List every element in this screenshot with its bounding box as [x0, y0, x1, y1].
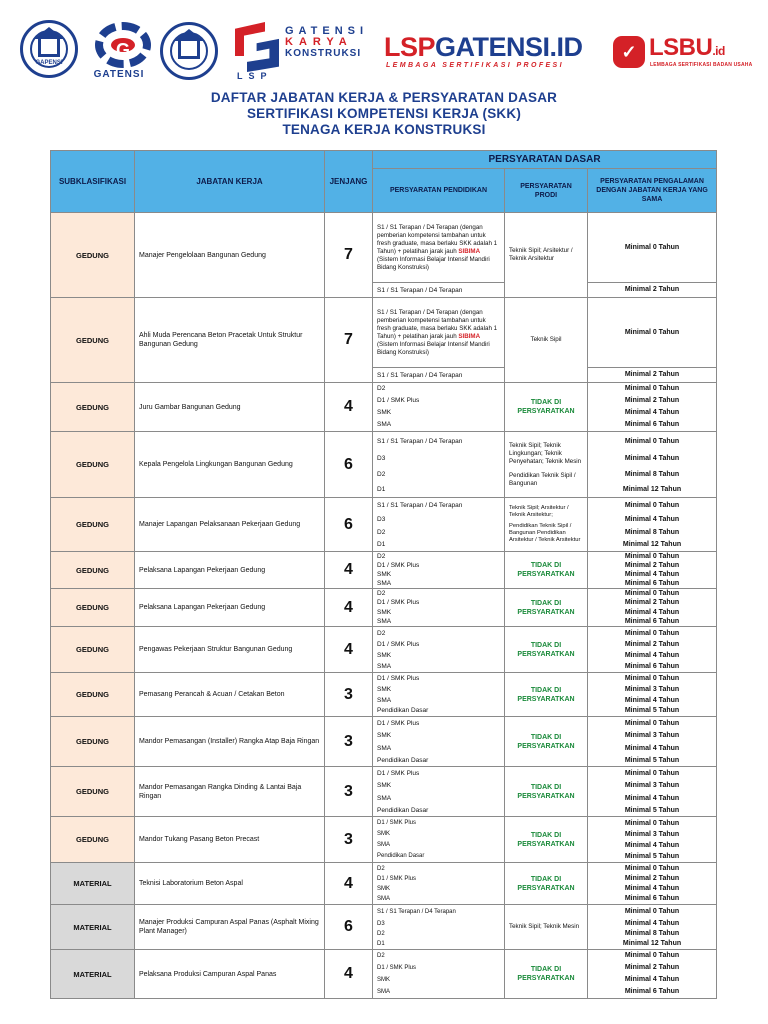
prodi-cell: Teknik Sipil; Arsitektur / Teknik Arsitektur — [505, 213, 588, 298]
pendidikan-line: SMK — [377, 571, 392, 578]
pendidikan-line: D1 — [377, 485, 386, 493]
gk-line-1: GATENSI — [285, 25, 369, 37]
house-icon-2 — [178, 41, 200, 59]
pengalaman-line: Minimal 0 Tahun — [624, 385, 680, 392]
pendidikan-line: D3 — [377, 516, 386, 523]
pendidikan-line: D1 / SMK Plus — [377, 640, 420, 648]
subklasifikasi-cell: GEDUNG — [51, 498, 135, 552]
pengalaman-line: Minimal 0 Tahun — [624, 864, 680, 872]
jabatan-cell: Mandor Tukang Pasang Beton Precast — [135, 817, 325, 863]
logo-bar — [0, 0, 768, 84]
pendidikan-line: D2 — [377, 931, 385, 937]
prodi-cell — [505, 432, 588, 498]
tidak-dipersyaratkan-text: TIDAK DI PERSYARATKAN — [517, 399, 575, 415]
pendidikan-line: SMK — [377, 977, 391, 983]
pendidikan-line: Pendidikan Dasar — [377, 707, 429, 714]
pengalaman-line: Minimal 3 Tahun — [624, 830, 680, 838]
pendidikan-cell — [373, 627, 505, 673]
subklasifikasi-cell: GEDUNG — [51, 673, 135, 717]
lsbu-glyph-icon: ✓ — [621, 42, 637, 62]
pendidikan-line: S1 / S1 Terapan / D4 Terapan — [377, 437, 463, 445]
pengalaman-line: Minimal 6 Tahun — [624, 988, 680, 995]
table-row — [51, 767, 717, 817]
jenjang-cell: 4 — [325, 863, 373, 905]
prodi-cell — [505, 863, 588, 905]
pengalaman-line: Minimal 6 Tahun — [624, 618, 680, 625]
pengalaman-line: Minimal 6 Tahun — [624, 580, 680, 587]
prodi-cell — [505, 498, 588, 552]
pendidikan-line: D2 — [377, 865, 385, 872]
pendidikan-cell — [373, 589, 505, 627]
pengalaman-line: Minimal 3 Tahun — [624, 686, 680, 693]
pengalaman-line: Minimal 5 Tahun — [624, 852, 680, 860]
subklasifikasi-cell: GEDUNG — [51, 432, 135, 498]
tidak-dipersyaratkan-text: TIDAK DI PERSYARATKAN — [517, 783, 575, 800]
prodi-cell — [505, 627, 588, 673]
pengalaman-line: Minimal 2 Tahun — [624, 964, 680, 971]
jenjang-cell: 6 — [325, 905, 373, 950]
pengalaman-cell — [588, 905, 717, 950]
pengalaman-line: Minimal 5 Tahun — [624, 707, 680, 714]
jenjang-cell: 7 — [325, 298, 373, 383]
pengalaman-cell — [588, 673, 717, 717]
pendidikan-cell: S1 / S1 Terapan / D4 Terapan — [373, 368, 505, 383]
gatensi-caption: GATENSI — [93, 69, 145, 80]
tidak-dipersyaratkan-text: TIDAK DI PERSYARATKAN — [517, 599, 575, 616]
jenjang-cell: 4 — [325, 552, 373, 589]
pendidikan-line: D2 — [377, 553, 386, 560]
pendidikan-line: SMK — [377, 409, 392, 416]
gapensi-caption: GAPENSI — [35, 60, 63, 66]
subklasifikasi-cell: MATERIAL — [51, 905, 135, 950]
pendidikan-line: SMK — [377, 686, 392, 693]
pengalaman-line: Minimal 4 Tahun — [624, 697, 680, 704]
pendidikan-line: S1 / S1 Terapan / D4 Terapan — [377, 502, 463, 509]
pendidikan-cell — [373, 383, 505, 432]
pengalaman-line: Minimal 4 Tahun — [624, 454, 680, 462]
pendidikan-text-b: (Sistem Informasi Belajar Intensif Mandiri Bidang Konstruksi) — [377, 255, 490, 271]
pengalaman-line: Minimal 4 Tahun — [624, 516, 680, 523]
col-pengalaman: PERSYARATAN PENGALAMAN DENGAN JABATAN KERJA YANG SAMA — [588, 169, 717, 213]
pendidikan-line: D2 — [377, 629, 386, 637]
pendidikan-cell — [373, 498, 505, 552]
jenjang-cell: 6 — [325, 432, 373, 498]
mark-red-shape — [235, 22, 265, 56]
prodi-cell — [505, 673, 588, 717]
pendidikan-cell — [373, 717, 505, 767]
jabatan-cell: Ahli Muda Perencana Beton Pracetak Untuk Struktur Bangunan Gedung — [135, 298, 325, 383]
pendidikan-line: D1 / SMK Plus — [377, 719, 420, 727]
pengalaman-line: Minimal 12 Tahun — [622, 940, 682, 947]
lsp-gatensi-logo — [384, 33, 583, 61]
pengalaman-line: Minimal 12 Tahun — [622, 485, 682, 493]
pengalaman-line: Minimal 5 Tahun — [624, 806, 680, 814]
pendidikan-line: D1 / SMK Plus — [377, 675, 420, 682]
pengalaman-cell — [588, 950, 717, 999]
pengalaman-line: Minimal 0 Tahun — [624, 908, 680, 915]
pengalaman-line: Minimal 2 Tahun — [624, 640, 680, 648]
pengalaman-line: Minimal 8 Tahun — [624, 529, 680, 536]
gatensi-karya-wordmark — [285, 26, 368, 59]
lsbu-subtitle: LEMBAGA SERTIFIKASI BADAN USAHA — [650, 62, 753, 68]
pendidikan-line: D1 / SMK Plus — [377, 562, 420, 569]
pendidikan-line: SMK — [377, 731, 392, 739]
pengalaman-line: Minimal 0 Tahun — [624, 769, 680, 777]
prodi-cell — [505, 817, 588, 863]
tidak-dipersyaratkan-text: TIDAK DI PERSYARATKAN — [517, 831, 575, 848]
gk-line-2: KARYA — [285, 36, 353, 48]
document-title — [0, 90, 768, 138]
subklasifikasi-cell: GEDUNG — [51, 383, 135, 432]
pengalaman-cell — [588, 383, 717, 432]
pendidikan-cell — [373, 817, 505, 863]
pengalaman-line: Minimal 3 Tahun — [624, 781, 680, 789]
pengalaman-line: Minimal 3 Tahun — [624, 731, 680, 739]
pendidikan-text-b: (Sistem Informasi Belajar Intensif Mandiri Bidang Konstruksi) — [377, 340, 490, 356]
subklasifikasi-cell: MATERIAL — [51, 950, 135, 999]
pengalaman-line: Minimal 8 Tahun — [624, 930, 680, 937]
pengalaman-cell — [588, 589, 717, 627]
pendidikan-line: S1 / S1 Terapan / D4 Terapan — [377, 909, 456, 915]
pengalaman-line: Minimal 6 Tahun — [624, 894, 680, 902]
col-subklasifikasi: SUBKLASIFIKASI — [51, 151, 135, 213]
pendidikan-line: SMA — [377, 841, 391, 848]
table-row — [51, 950, 717, 999]
gatensi-karya-mark-icon — [235, 22, 279, 72]
house-icon — [38, 39, 60, 57]
pengalaman-line: Minimal 4 Tahun — [624, 841, 680, 849]
pendidikan-line: SMK — [377, 885, 391, 892]
table-row — [51, 817, 717, 863]
pengalaman-line: Minimal 0 Tahun — [624, 719, 680, 727]
jabatan-cell: Mandor Pemasangan Rangka Dinding & Lantai Baja Ringan — [135, 767, 325, 817]
col-jenjang: JENJANG — [325, 151, 373, 213]
title-line-2: SERTIFIKASI KOMPETENSI KERJA (SKK) — [246, 106, 522, 121]
pengalaman-cell — [588, 627, 717, 673]
pendidikan-line: Pendidikan Dasar — [377, 756, 429, 764]
table-row — [51, 298, 717, 368]
pendidikan-cell: S1 / S1 Terapan / D4 Terapan — [373, 283, 505, 298]
pengalaman-line: Minimal 4 Tahun — [624, 884, 680, 892]
pengalaman-line: Minimal 4 Tahun — [624, 920, 680, 927]
lsbu-badge-icon — [613, 36, 645, 68]
pengalaman-line: Minimal 0 Tahun — [624, 437, 680, 445]
lsbu-id: .id — [712, 44, 725, 58]
pengalaman-line: Minimal 4 Tahun — [624, 651, 680, 659]
pendidikan-line: D2 — [377, 385, 386, 392]
subklasifikasi-cell: MATERIAL — [51, 863, 135, 905]
jenjang-cell: 3 — [325, 817, 373, 863]
jabatan-cell: Juru Gambar Bangunan Gedung — [135, 383, 325, 432]
tidak-dipersyaratkan-text: TIDAK DI PERSYARATKAN — [517, 641, 575, 658]
jabatan-cell: Manajer Lapangan Pelaksanaan Pekerjaan Gedung — [135, 498, 325, 552]
pendidikan-line: D1 / SMK Plus — [377, 769, 420, 777]
pengalaman-cell — [588, 432, 717, 498]
jabatan-cell: Pelaksana Lapangan Pekerjaan Gedung — [135, 589, 325, 627]
gk-lsp-label: LSP — [237, 71, 273, 81]
lsbu-text: LSBU — [649, 34, 713, 61]
prodi-cell — [505, 950, 588, 999]
jenjang-cell: 4 — [325, 589, 373, 627]
table-row — [51, 905, 717, 950]
gear-core — [111, 38, 135, 60]
pendidikan-line: D3 — [377, 454, 386, 462]
pendidikan-line: D1 / SMK Plus — [377, 397, 420, 404]
pendidikan-cell — [373, 552, 505, 589]
jabatan-cell: Teknisi Laboratorium Beton Aspal — [135, 863, 325, 905]
col-prodi: PERSYARATAN PRODI — [505, 169, 588, 213]
lsp-subtitle: LEMBAGA SERTIFIKASI PROFESI — [386, 62, 564, 69]
tidak-dipersyaratkan-text: TIDAK DI PERSYARATKAN — [517, 875, 575, 892]
gapensi-logo — [20, 20, 78, 78]
col-jabatan: JABATAN KERJA — [135, 151, 325, 213]
pendidikan-text: S1 / S1 Terapan / D4 Terapan (dengan pemberian kompetensi tambahan untuk fresh graduate, masa berlaku SKK adalah 1 Tahun) + pelatihan jarak jauh — [377, 223, 498, 255]
pengalaman-line: Minimal 4 Tahun — [624, 744, 680, 752]
pendidikan-line: Pendidikan Dasar — [377, 852, 425, 859]
pendidikan-line: SMA — [377, 618, 392, 625]
pengalaman-line: Minimal 6 Tahun — [624, 421, 680, 428]
subklasifikasi-cell: GEDUNG — [51, 767, 135, 817]
table-row — [51, 673, 717, 717]
jenjang-cell: 3 — [325, 673, 373, 717]
pengalaman-cell — [588, 498, 717, 552]
tidak-dipersyaratkan-text: TIDAK DI PERSYARATKAN — [517, 733, 575, 750]
table-row — [51, 498, 717, 552]
table-row — [51, 383, 717, 432]
pendidikan-cell — [373, 298, 505, 368]
pengalaman-line: Minimal 8 Tahun — [624, 470, 680, 478]
jabatan-cell: Manajer Pengelolaan Bangunan Gedung — [135, 213, 325, 298]
jenjang-cell: 6 — [325, 498, 373, 552]
pendidikan-cell — [373, 432, 505, 498]
jenjang-cell: 3 — [325, 767, 373, 817]
pengalaman-cell: Minimal 0 Tahun — [588, 213, 717, 283]
subklasifikasi-cell: GEDUNG — [51, 627, 135, 673]
jenjang-cell: 3 — [325, 717, 373, 767]
pendidikan-cell — [373, 213, 505, 283]
table-row — [51, 589, 717, 627]
pengalaman-cell: Minimal 2 Tahun — [588, 283, 717, 298]
jabatan-cell: Manajer Produksi Campuran Aspal Panas (Asphalt Mixing Plant Manager) — [135, 905, 325, 950]
tidak-dipersyaratkan-text: TIDAK DI PERSYARATKAN — [517, 686, 575, 703]
pengalaman-line: Minimal 0 Tahun — [624, 553, 680, 560]
pengalaman-line: Minimal 4 Tahun — [624, 409, 680, 416]
pendidikan-line: D1 / SMK Plus — [377, 875, 417, 882]
pengalaman-cell — [588, 767, 717, 817]
pendidikan-line: SMA — [377, 794, 392, 802]
sibima-text: SIBIMA — [458, 247, 481, 255]
prodi-cell: Teknik Sipil — [505, 298, 588, 383]
pendidikan-line: SMA — [377, 580, 392, 587]
subklasifikasi-cell: GEDUNG — [51, 717, 135, 767]
pengalaman-line: Minimal 4 Tahun — [624, 571, 680, 578]
jabatan-cell: Pemasang Perancah & Acuan / Cetakan Beton — [135, 673, 325, 717]
pengalaman-line: Minimal 0 Tahun — [624, 590, 680, 597]
jenjang-cell: 7 — [325, 213, 373, 298]
tidak-dipersyaratkan-text: TIDAK DI PERSYARATKAN — [517, 966, 575, 982]
table-row — [51, 627, 717, 673]
title-line-3: TENAGA KERJA KONSTRUKSI — [282, 122, 486, 137]
pendidikan-line: D3 — [377, 921, 385, 927]
lsbu-logo — [649, 35, 725, 64]
table-row — [51, 717, 717, 767]
pendidikan-line: SMA — [377, 697, 392, 704]
jenjang-cell: 4 — [325, 950, 373, 999]
prodi-cell — [505, 383, 588, 432]
subklasifikasi-cell: GEDUNG — [51, 589, 135, 627]
pengalaman-cell — [588, 552, 717, 589]
pendidikan-line: SMA — [377, 895, 391, 902]
pengalaman-cell: Minimal 2 Tahun — [588, 368, 717, 383]
pendidikan-line: D1 — [377, 941, 385, 947]
prodi-cell — [505, 767, 588, 817]
jabatan-cell: Pelaksana Lapangan Pekerjaan Gedung — [135, 552, 325, 589]
table-row — [51, 552, 717, 589]
subklasifikasi-cell: GEDUNG — [51, 298, 135, 383]
pengalaman-line: Minimal 0 Tahun — [624, 675, 680, 682]
pendidikan-line: SMK — [377, 781, 392, 789]
pengalaman-line: Minimal 0 Tahun — [624, 952, 680, 959]
pendidikan-cell — [373, 673, 505, 717]
pengalaman-line: Minimal 5 Tahun — [624, 756, 680, 764]
jenjang-cell: 4 — [325, 383, 373, 432]
pendidikan-line: D2 — [377, 529, 386, 536]
pendidikan-line: D1 / SMK Plus — [377, 599, 420, 606]
pendidikan-cell — [373, 950, 505, 999]
pengalaman-line: Minimal 0 Tahun — [624, 819, 680, 827]
pengalaman-line: Minimal 2 Tahun — [624, 397, 680, 404]
pendidikan-line: SMA — [377, 989, 391, 995]
g-letter-icon: G — [115, 40, 130, 60]
pendidikan-cell — [373, 905, 505, 950]
mark-blue-shape — [247, 36, 279, 72]
pendidikan-line: D2 — [377, 953, 385, 959]
pengalaman-line: Minimal 2 Tahun — [624, 562, 680, 569]
pengalaman-cell — [588, 863, 717, 905]
pengalaman-line: Minimal 0 Tahun — [624, 629, 680, 637]
pendidikan-cell — [373, 863, 505, 905]
house-roof-icon-2 — [174, 29, 204, 41]
pengalaman-line: Minimal 0 Tahun — [624, 502, 680, 509]
col-persyaratan-dasar: PERSYARATAN DASAR — [373, 151, 717, 169]
lsp-blue-text: GATENSI.ID — [435, 32, 583, 62]
house-roof-icon — [34, 27, 64, 39]
prodi-line: Pendidikan Teknik Sipil / Bangunan — [509, 471, 576, 487]
lsp-red-text: LSP — [384, 32, 436, 62]
prodi-cell — [505, 589, 588, 627]
pengalaman-line: Minimal 6 Tahun — [624, 662, 680, 670]
pendidikan-cell — [373, 767, 505, 817]
pendidikan-line: D1 — [377, 541, 386, 548]
pengalaman-cell — [588, 717, 717, 767]
col-pendidikan: PERSYARATAN PENDIDIKAN — [373, 169, 505, 213]
prodi-line: Teknik Sipil; Arsitektur / Teknik Arsitektur; — [509, 505, 569, 518]
pendidikan-line: Pendidikan Dasar — [377, 806, 429, 814]
prodi-cell: Teknik Sipil; Teknik Mesin — [505, 905, 588, 950]
prodi-cell — [505, 552, 588, 589]
gk-line-3: KONSTRUKSI — [285, 48, 362, 59]
tidak-dipersyaratkan-text: TIDAK DI PERSYARATKAN — [517, 562, 575, 578]
pendidikan-line: SMA — [377, 744, 392, 752]
prodi-line: Pendidikan Teknik Sipil / Bangunan Pendidikan Arsitektur / Teknik Arsitektur — [509, 523, 581, 543]
pendidikan-line: SMK — [377, 830, 391, 837]
subklasifikasi-cell: GEDUNG — [51, 213, 135, 298]
pendidikan-line: SMA — [377, 421, 392, 428]
prodi-cell — [505, 717, 588, 767]
pendidikan-line: D2 — [377, 470, 386, 478]
pengalaman-line: Minimal 2 Tahun — [624, 874, 680, 882]
table-row — [51, 213, 717, 283]
pendidikan-line: SMA — [377, 662, 392, 670]
pendidikan-line: D1 / SMK Plus — [377, 819, 417, 826]
subklasifikasi-cell: GEDUNG — [51, 817, 135, 863]
title-line-1: DAFTAR JABATAN KERJA & PERSYARATAN DASAR — [210, 90, 558, 105]
pendidikan-line: SMK — [377, 651, 392, 659]
pengalaman-line: Minimal 2 Tahun — [624, 599, 680, 606]
requirements-table — [50, 150, 717, 999]
pengalaman-line: Minimal 4 Tahun — [624, 976, 680, 983]
table-row — [51, 432, 717, 498]
pengalaman-cell: Minimal 0 Tahun — [588, 298, 717, 368]
jenjang-cell: 4 — [325, 627, 373, 673]
sibima-text: SIBIMA — [458, 332, 481, 340]
pendidikan-text: S1 / S1 Terapan / D4 Terapan (dengan pemberian kompetensi tambahan untuk fresh graduate, masa berlaku SKK adalah 1 Tahun) + pelatihan jarak jauh — [377, 308, 498, 340]
jabatan-cell: Kepala Pengelola Lingkungan Bangunan Gedung — [135, 432, 325, 498]
jabatan-cell: Mandor Pemasangan (Installer) Rangka Atap Baja Ringan — [135, 717, 325, 767]
jabatan-cell: Pengawas Pekerjaan Struktur Bangunan Gedung — [135, 627, 325, 673]
pengalaman-line: Minimal 4 Tahun — [624, 609, 680, 616]
pengalaman-line: Minimal 12 Tahun — [622, 541, 682, 548]
pendidikan-line: D2 — [377, 590, 386, 597]
pendidikan-line: D1 / SMK Plus — [377, 965, 417, 971]
prodi-line: Teknik Sipil; Teknik Lingkungan; Teknik Penyehatan; Teknik Mesin — [509, 441, 582, 465]
table-row — [51, 863, 717, 905]
gatensi-gear-logo — [95, 22, 151, 68]
association-seal-logo — [160, 22, 218, 80]
pengalaman-cell — [588, 817, 717, 863]
pengalaman-line: Minimal 4 Tahun — [624, 794, 680, 802]
pendidikan-line: SMK — [377, 609, 392, 616]
subklasifikasi-cell: GEDUNG — [51, 552, 135, 589]
jabatan-cell: Pelaksana Produksi Campuran Aspal Panas — [135, 950, 325, 999]
